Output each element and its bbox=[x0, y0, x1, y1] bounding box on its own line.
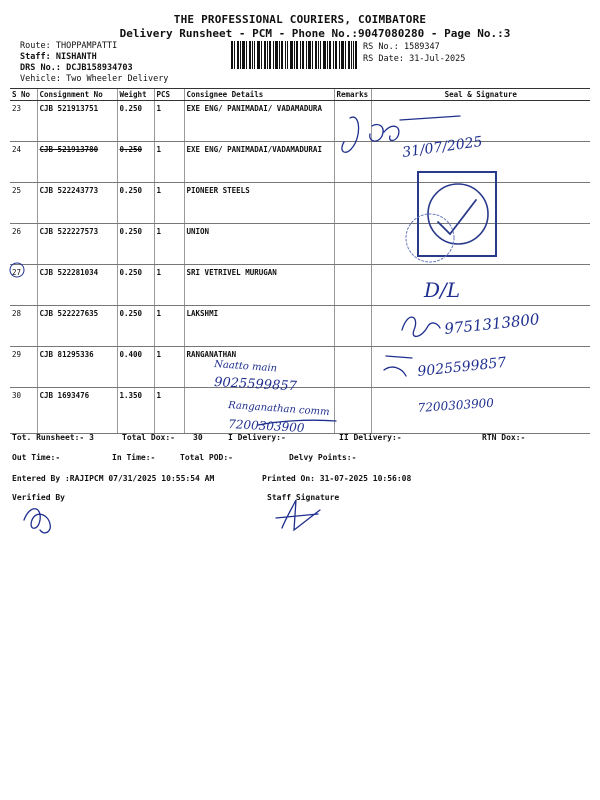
consignment-cell: CJB 1693476 bbox=[37, 388, 117, 434]
signature-cell bbox=[371, 306, 590, 347]
col-seal-signature: Seal & Signature bbox=[371, 89, 590, 101]
table-header-row bbox=[10, 89, 590, 101]
delvy-points: Delvy Points:- bbox=[289, 453, 357, 462]
remarks-cell bbox=[334, 183, 371, 224]
rs-no-line bbox=[363, 42, 440, 52]
remarks-cell bbox=[334, 224, 371, 265]
pcs-cell: 1 bbox=[154, 265, 184, 306]
route-value: THOPPAMPATTI bbox=[55, 41, 118, 51]
handwritten-phone-30: 7200303900 bbox=[227, 417, 305, 435]
consignment-cell: CJB 521913780 bbox=[37, 142, 117, 183]
total-dox-label: Total Dox:- bbox=[122, 433, 175, 442]
rs-date-line bbox=[363, 54, 465, 64]
consignee-cell: EXE ENG/ PANIMADAI/ VADAMADURA bbox=[184, 101, 334, 142]
consignee-cell bbox=[184, 388, 334, 434]
signature-cell bbox=[371, 142, 590, 183]
staff-signature bbox=[276, 500, 320, 530]
runsheet-title: Delivery Runsheet - PCM - Phone No.:9047080280 - Page No.:3 bbox=[119, 27, 511, 40]
staff-signature-label: Staff Signature bbox=[267, 493, 340, 502]
remarks-cell bbox=[334, 101, 371, 142]
staff-value: NISHANTH bbox=[55, 52, 97, 62]
company-name: THE PROFESSIONAL COURIERS, COIMBATORE bbox=[173, 13, 427, 26]
remarks-cell bbox=[334, 265, 371, 306]
consignee-cell: PIONEER STEELS bbox=[184, 183, 334, 224]
vehicle-label: Vehicle: bbox=[20, 74, 61, 84]
ii-delivery: II Delivery:- bbox=[339, 433, 402, 442]
total-runsheet: Tot. Runsheet:- 3 bbox=[12, 433, 94, 442]
consignee-cell: RANGANATHAN bbox=[184, 347, 334, 388]
weight-cell: 0.250 bbox=[117, 306, 154, 347]
sno-cell: 28 bbox=[10, 306, 37, 347]
consignee-cell: LAKSHMI bbox=[184, 306, 334, 347]
sno-cell: 30 bbox=[10, 388, 37, 434]
table-row bbox=[10, 101, 590, 142]
total-pod: Total POD:- bbox=[180, 453, 233, 462]
signature-cell bbox=[371, 101, 590, 142]
consignee-cell: EXE ENG/ PANIMADAI/VADAMADURAI bbox=[184, 142, 334, 183]
sno-cell: 24 bbox=[10, 142, 37, 183]
printed-on: Printed On: 31-07-2025 10:56:08 bbox=[262, 474, 412, 483]
handwritten-dl: D/L bbox=[424, 278, 461, 302]
rs-no-value: 1589347 bbox=[403, 42, 440, 52]
rs-date-value: 31-Jul-2025 bbox=[409, 54, 466, 64]
pcs-cell: 1 bbox=[154, 183, 184, 224]
pcs-cell: 1 bbox=[154, 142, 184, 183]
vehicle-value: Two Wheeler Delivery bbox=[66, 74, 169, 84]
signature-cell bbox=[371, 265, 590, 306]
verified-by-label: Verified By bbox=[12, 493, 65, 502]
handwritten-phone-28: 9751313800 bbox=[443, 310, 541, 338]
weight-cell: 0.250 bbox=[117, 101, 154, 142]
signature-cell bbox=[371, 388, 590, 434]
handwritten-name-29: Naatto main bbox=[213, 359, 278, 375]
col-consignee: Consignee Details bbox=[184, 89, 334, 101]
table-row bbox=[10, 224, 590, 265]
col-weight: Weight bbox=[117, 89, 154, 101]
table-row bbox=[10, 142, 590, 183]
consignment-cell: CJB 521913751 bbox=[37, 101, 117, 142]
consignee-cell: UNION bbox=[184, 224, 334, 265]
barcode-image bbox=[231, 41, 357, 69]
table-row bbox=[10, 347, 590, 388]
handwritten-phone-30-sig: 7200303900 bbox=[417, 395, 495, 415]
drs-value: DCJB158934703 bbox=[66, 63, 133, 73]
table-row bbox=[10, 306, 590, 347]
handwritten-phone-29-sig: 9025599857 bbox=[416, 354, 508, 380]
runsheet-table bbox=[10, 88, 590, 434]
handwritten-name-30: Ranganathan comm bbox=[227, 400, 330, 419]
table-row bbox=[10, 265, 590, 306]
i-delivery: I Delivery:- bbox=[228, 433, 286, 442]
remarks-cell bbox=[334, 347, 371, 388]
drs-label: DRS No.: bbox=[20, 63, 61, 73]
route-line bbox=[20, 41, 117, 51]
consignee-cell: SRI VETRIVEL MURUGAN bbox=[184, 265, 334, 306]
rtn-dox: RTN Dox:- bbox=[482, 433, 526, 442]
staff-line bbox=[20, 52, 97, 62]
rs-no-label: RS No.: bbox=[363, 42, 399, 52]
out-time: Out Time:- bbox=[12, 453, 61, 462]
weight-cell: 0.250 bbox=[117, 265, 154, 306]
entered-by: Entered By :RAJIPCM 07/31/2025 10:55:54 AM bbox=[12, 474, 215, 483]
weight-cell: 1.350 bbox=[117, 388, 154, 434]
consignment-cell: CJB 522281034 bbox=[37, 265, 117, 306]
col-remarks: Remarks bbox=[334, 89, 371, 101]
remarks-cell bbox=[334, 306, 371, 347]
drs-line bbox=[20, 63, 133, 73]
pcs-cell: 1 bbox=[154, 224, 184, 265]
total-dox-value: 30 bbox=[193, 433, 203, 442]
sno-cell: 26 bbox=[10, 224, 37, 265]
rs-date-label: RS Date: bbox=[363, 54, 404, 64]
signature-cell bbox=[371, 347, 590, 388]
consignment-cell: CJB 522227635 bbox=[37, 306, 117, 347]
col-sno: S No bbox=[10, 89, 37, 101]
pcs-cell: 1 bbox=[154, 388, 184, 434]
pcs-cell: 1 bbox=[154, 306, 184, 347]
col-pcs: PCS bbox=[154, 89, 184, 101]
verified-signature bbox=[24, 509, 50, 533]
table-row bbox=[10, 183, 590, 224]
weight-cell: 0.250 bbox=[117, 224, 154, 265]
pcs-cell: 1 bbox=[154, 101, 184, 142]
sno-cell: 23 bbox=[10, 101, 37, 142]
consignment-cell: CJB 81295336 bbox=[37, 347, 117, 388]
consignment-cell: CJB 522243773 bbox=[37, 183, 117, 224]
vehicle-line bbox=[20, 74, 168, 84]
consignment-cell: CJB 522227573 bbox=[37, 224, 117, 265]
sno-cell: 25 bbox=[10, 183, 37, 224]
remarks-cell bbox=[334, 142, 371, 183]
signature-cell bbox=[371, 224, 590, 265]
remarks-cell bbox=[334, 388, 371, 434]
handwritten-date: 31/07/2025 bbox=[401, 133, 484, 161]
pcs-cell: 1 bbox=[154, 347, 184, 388]
in-time: In Time:- bbox=[112, 453, 156, 462]
signature-cell bbox=[371, 183, 590, 224]
sno-cell: 27 bbox=[10, 265, 37, 306]
handwritten-phone-29: 9025599857 bbox=[213, 375, 298, 395]
weight-cell: 0.250 bbox=[117, 183, 154, 224]
weight-cell: 0.400 bbox=[117, 347, 154, 388]
weight-cell: 0.250 bbox=[117, 142, 154, 183]
sno-cell: 29 bbox=[10, 347, 37, 388]
table-row bbox=[10, 388, 590, 434]
col-consignment: Consignment No bbox=[37, 89, 117, 101]
staff-label: Staff: bbox=[20, 52, 51, 62]
route-label: Route: bbox=[20, 41, 51, 51]
